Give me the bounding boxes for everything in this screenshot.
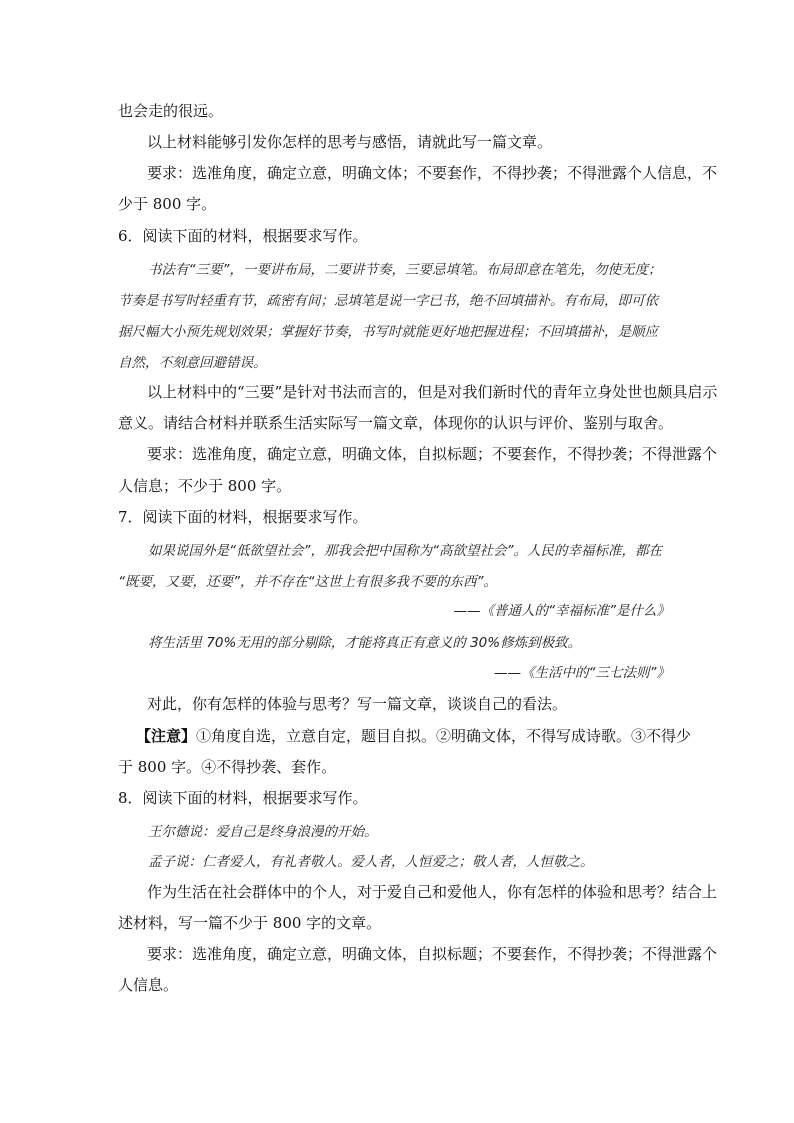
q7-source: ——《生活中的“三七法则”》 bbox=[494, 665, 670, 681]
q6-requirement: 要求：选准角度，确定立意，明确文体，自拟标题；不要套作，不得抄袭；不得泄露个 bbox=[147, 445, 718, 463]
q7-note-label: 【注意】 bbox=[136, 727, 197, 745]
q6-heading: 6．阅读下面的材料，根据要求写作。 bbox=[118, 227, 368, 245]
q8-requirement-cont: 人信息。 bbox=[118, 976, 179, 994]
q7-note-cont: 于 800 字。④不得抄袭、套作。 bbox=[118, 758, 337, 776]
q8-prompt-cont: 述材料，写一篇不少于 800 字的文章。 bbox=[118, 914, 382, 932]
q7-material-line: 将生活里 70%无用的部分剔除，才能将真正有意义的 30%修炼到极致。 bbox=[148, 635, 582, 651]
q8-material-line: 王尔德说：爱自己是终身浪漫的开始。 bbox=[148, 824, 378, 840]
q8-prompt: 作为生活在社会群体中的个人，对于爱自己和爱他人，你有怎样的体验和思考？结合上 bbox=[147, 883, 718, 901]
q5-requirement-cont: 少于 800 字。 bbox=[118, 195, 217, 213]
q7-note bbox=[136, 726, 691, 746]
q6-requirement-cont: 人信息；不少于 800 字。 bbox=[118, 477, 292, 495]
q7-prompt: 对此，你有怎样的体验与思考？写一篇文章，谈谈自己的看法。 bbox=[147, 695, 568, 713]
q7-material-line: 如果说国外是“低欲望社会”，那我会把中国称为“高欲望社会”。人民的幸福标准，都在 bbox=[148, 543, 662, 559]
q5-requirement: 要求：选准角度，确定立意，明确文体；不要套作，不得抄袭；不得泄露个人信息，不 bbox=[147, 164, 718, 182]
q7-note-text: ①角度自选，立意自定，题目自拟。②明确文体，不得写成诗歌。③不得少 bbox=[196, 727, 692, 745]
q6-prompt: 以上材料中的“三要”是针对书法而言的，但是对我们新时代的青年立身处世也颇具启示 bbox=[147, 383, 718, 401]
q6-material-line: 书法有“三要”，一要讲布局，二要讲节奏，三要忌填笔。布局即意在笔先，勿使无度； bbox=[148, 262, 662, 278]
q5-text-tail: 也会走的很远。 bbox=[118, 102, 224, 120]
q6-material-line: 自然，不刻意回避错误。 bbox=[118, 355, 267, 371]
q8-heading: 8．阅读下面的材料，根据要求写作。 bbox=[118, 789, 368, 807]
q8-requirement: 要求：选准角度，确定立意，明确文体，自拟标题；不要套作，不得抄袭；不得泄露个 bbox=[147, 945, 718, 963]
q6-material-line: 据尺幅大小预先规划效果；掌握好节奏，书写时就能更好地把握进程；不回填描补，是顺应 bbox=[118, 324, 658, 340]
q7-heading: 7．阅读下面的材料，根据要求写作。 bbox=[118, 508, 368, 526]
q5-prompt: 以上材料能够引发你怎样的思考与感悟，请就此写一篇文章。 bbox=[147, 133, 553, 151]
q6-prompt-cont: 意义。请结合材料并联系生活实际写一篇文章，体现你的认识与评价、鉴别与取舍。 bbox=[118, 414, 674, 432]
q7-source: ——《普通人的“幸福标准”是什么》 bbox=[453, 603, 670, 619]
q8-material-line: 孟子说：仁者爱人，有礼者敬人。爱人者，人恒爱之；敬人者，人恒敬之。 bbox=[148, 854, 594, 870]
q7-material-line: “既要，又要，还要”，并不存在“这世上有很多我不要的东西”。 bbox=[118, 574, 497, 590]
q6-material-line: 节奏是书写时轻重有节，疏密有间；忌填笔是说一字已书，绝不回填描补。有布局，即可依 bbox=[118, 293, 658, 309]
